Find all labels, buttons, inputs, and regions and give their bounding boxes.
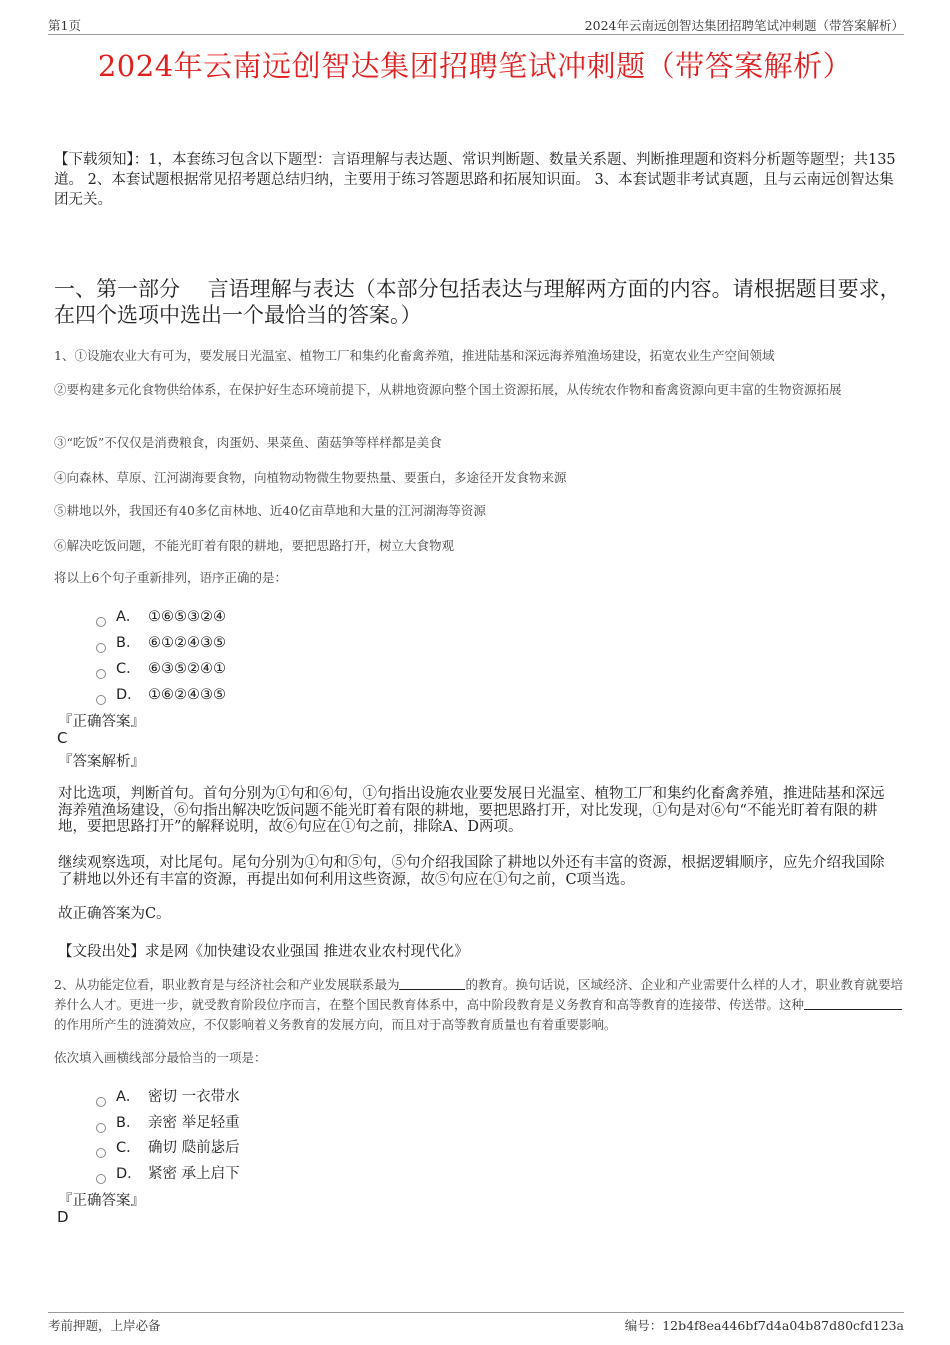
q1-answer-label: 『正确答案』 (58, 714, 145, 730)
q1-line-6: ⑥解决吃饭问题，不能光盯着有限的耕地，要把思路打开，树立大食物观 (54, 538, 455, 553)
q1-analysis-p1: 对比选项，判断首句。首句分别为①句和⑥句，①句指出设施农业要发展日光温室、植物工厂和集约化畜禽养殖，推进陆基和深远海养殖渔场建设，⑥句指出解决吃饭问题不能光盯着有限的耕地，要把思路打开，对比发现，①句是对⑥句“不能光盯着有限的耕地，要把思路打开”的解释说明，故⑥句应在①句之前，排除A、D两项。 (58, 786, 885, 835)
q1-line-1: 1、①设施农业大有可为，要发展日光温室、植物工厂和集约化畜禽养殖，推进陆基和深远海养殖渔场建设，拓宽农业生产空间领域 (54, 348, 775, 363)
q1-option-d[interactable]: D． ①⑥②④③⑤ (96, 683, 226, 705)
q1-line-4: ④向森林、草原、江河湖海要食物，向植物动物微生物要热量、要蛋白，多途径开发食物来源 (54, 470, 567, 485)
footer-doc-id: 编号：12b4f8ea446bf7d4a04b87d80cfd123a (624, 1318, 904, 1333)
download-notice: 【下载须知】：1，本套练习包含以下题型：言语理解与表达题、常识判断题、数量关系题、判断推理题和资料分析题等题型；共135道。 2、本套试题根据常见招考题总结归纳，主要用于练习答题思路和拓展知识面。 3、本套试题非考试真题，且与云南远创智达集团无关。 (54, 152, 896, 208)
q2-option-b[interactable]: B． 亲密 举足轻重 (96, 1111, 240, 1133)
q2-blank-1 (399, 977, 465, 990)
q1-line-2: ②要构建多元化食物供给体系，在保护好生态环境前提下，从耕地资源向整个国土资源拓展，从传统农作物和畜禽资源向更丰富的生物资源拓展 (54, 382, 842, 397)
q1-answer: C (57, 729, 68, 747)
section-heading: 一、第一部分 言语理解与表达（本部分包括表达与理解两方面的内容。请根据题目要求，在四个选项中选出一个最恰当的答案。） (54, 277, 901, 327)
q1-analysis-p2: 继续观察选项，对比尾句。尾句分别为①句和⑤句，⑤句介绍我国除了耕地以外还有丰富的资源，根据逻辑顺序，应先介绍我国除了耕地以外还有丰富的资源，再提出如何利用这些资源，故⑤句应在①句之前，C项当选。 (58, 855, 885, 888)
footer-slogan: 考前押题，上岸必备 (48, 1318, 161, 1333)
q2-option-d[interactable]: D． 紧密 承上启下 (96, 1162, 240, 1184)
radio-icon[interactable] (96, 1123, 106, 1133)
q2-answer-label: 『正确答案』 (58, 1193, 145, 1209)
q1-option-a[interactable]: A． ①⑥⑤③②④ (96, 605, 226, 627)
page-footer (48, 1312, 904, 1333)
radio-icon[interactable] (96, 643, 106, 653)
q2-answer: D (57, 1208, 69, 1226)
q1-line-5: ⑤耕地以外，我国还有40多亿亩林地、近40亿亩草地和大量的江河湖海等资源 (54, 503, 486, 518)
q2-option-c[interactable]: C． 确切 瓞前毖后 (96, 1136, 240, 1158)
q1-option-b[interactable]: B． ⑥①②④③⑤ (96, 631, 226, 653)
q1-analysis-label: 『答案解析』 (58, 754, 145, 770)
q1-option-c[interactable]: C． ⑥③⑤②④① (96, 657, 226, 679)
q1-source: 【文段出处】求是网《加快建设农业强国 推进农业农村现代化》 (58, 944, 469, 960)
document-title: 2024年云南远创智达集团招聘笔试冲刺题（带答案解析） (97, 49, 853, 83)
q2-text: 2、从功能定位看，职业教育是与经济社会和产业发展联系最为 的教育。换句话说，区域经济、企业和产业需要什么样的人才，职业教育就要培养什么人才。更进一步，就受教育阶段位序而言，在整个国民教育体系中，高中阶段教育是义务教育和高等教育的连接带、传送带。这种的作用所产生的涟漪效应，不仅影响着义务教育的发展方向，而且对于高等教育质量也有着重要影响。 (54, 977, 903, 1032)
radio-icon[interactable] (96, 1097, 106, 1107)
q2-prompt: 依次填入画横线部分最恰当的一项是： (54, 1050, 267, 1065)
page-number: 第1页 (48, 18, 81, 33)
radio-icon[interactable] (96, 669, 106, 679)
radio-icon[interactable] (96, 1148, 106, 1158)
radio-icon[interactable] (96, 617, 106, 627)
q1-analysis-p3: 故正确答案为C。 (58, 906, 171, 922)
q1-line-3: ③“吃饭”不仅仅是消费粮食，肉蛋奶、果菜鱼、菌菇笋等样样都是美食 (54, 435, 442, 450)
header-doc-title: 2024年云南远创智达集团招聘笔试冲刺题（带答案解析） (584, 18, 904, 33)
q1-prompt: 将以上6个句子重新排列，语序正确的是： (54, 570, 287, 585)
radio-icon[interactable] (96, 1174, 106, 1184)
q2-blank-2 (804, 997, 902, 1010)
q2-option-a[interactable]: A． 密切 一衣带水 (96, 1085, 240, 1107)
page-header (48, 14, 904, 35)
radio-icon[interactable] (96, 695, 106, 705)
